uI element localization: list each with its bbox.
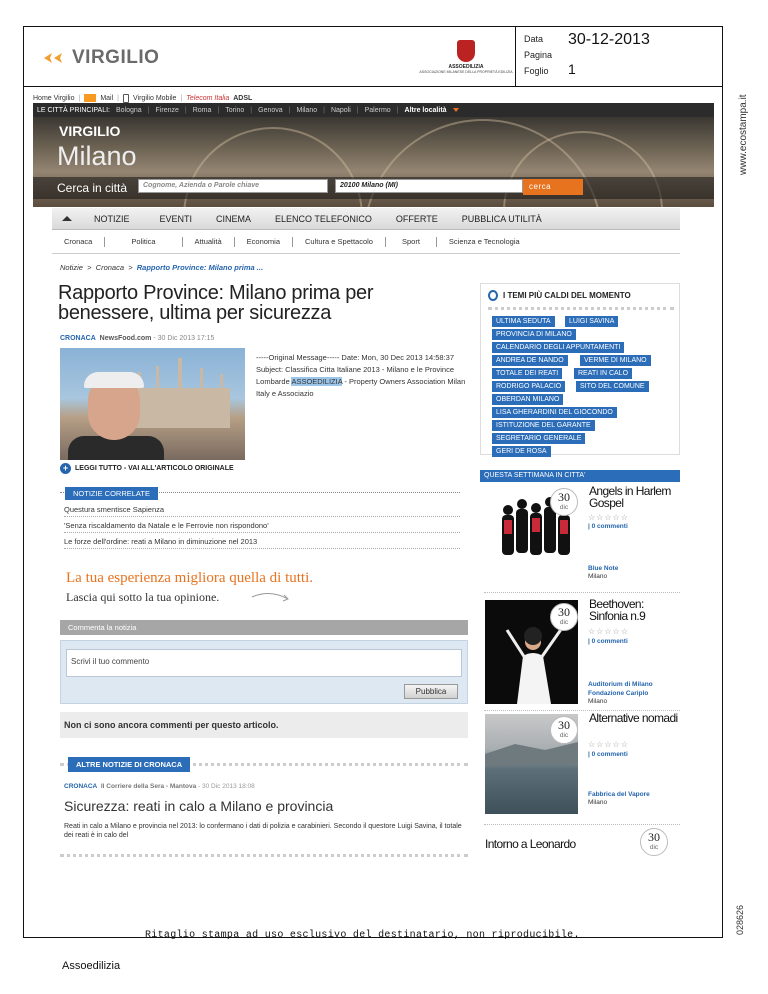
breadcrumb-cronaca[interactable]: Cronaca [95, 263, 125, 272]
nav-pubblica-utilita[interactable]: PUBBLICA UTILITÀ [461, 213, 542, 224]
article-title: Rapporto Province: Milano prima per benessere, ultima per sicurezza [58, 282, 374, 324]
hot-tag[interactable]: REATI IN CALO [574, 368, 632, 379]
assoedilizia-name: ASSOEDILIZIA [448, 64, 484, 70]
event-title[interactable]: Beethoven: Sinfonia n.9 [589, 597, 646, 623]
event-day: 30 [558, 718, 570, 732]
telecom-italia-link[interactable]: Telecom Italia [186, 94, 230, 102]
no-comments-message: Non ci sono ancora commenti per questo articolo. [60, 712, 468, 738]
subnav-sport[interactable]: Sport [386, 237, 437, 247]
foglio-label: Foglio [524, 66, 549, 76]
clipping-note: Ritaglio stampa ad uso esclusivo del destinatario, non riproducibile. [145, 930, 580, 941]
mail-link[interactable]: Mail [100, 94, 114, 102]
hot-tag[interactable]: GERI DE ROSA [492, 446, 551, 457]
city-bar: LE CITTÀ PRINCIPALI: Bologna | Firenze | Roma | Torino | Genova | Milano | Napoli | Palermo | Altre località [33, 103, 714, 117]
hot-tag[interactable]: ISTITUZIONE DEL GARANTE [492, 420, 595, 431]
more-news-source-name[interactable]: Il Corriere della Sera - Mantova [100, 783, 197, 790]
nav-offerte[interactable]: OFFERTE [395, 213, 438, 224]
hot-tag[interactable]: PROVINCIA DI MILANO [492, 329, 576, 340]
location-input[interactable]: 20100 Milano (MI) [335, 179, 523, 193]
home-virgilio-link[interactable]: Home Virgilio [33, 94, 75, 102]
event-month: dic [649, 844, 659, 851]
read-more-link[interactable] [60, 463, 234, 474]
subnav-politica[interactable]: Politica [105, 237, 182, 247]
event-day: 30 [558, 605, 570, 619]
altre-localita-dropdown[interactable]: Altre località [404, 106, 447, 114]
publish-button[interactable]: Pubblica [404, 684, 458, 699]
data-value: 30-12-2013 [568, 31, 650, 48]
breadcrumb [60, 263, 263, 272]
hot-topics-title [488, 290, 631, 301]
breadcrumb-current: Rapporto Province: Milano prima ... [136, 263, 264, 272]
hot-tag[interactable]: OBERDAN MILANO [492, 394, 563, 405]
more-news-title[interactable]: Sicurezza: reati in calo a Milano e provincia [64, 798, 334, 814]
event-venue[interactable]: Fabbrica del Vapore [588, 791, 650, 798]
plus-icon: + [60, 463, 71, 474]
separator: | [180, 94, 183, 102]
mail-icon [84, 94, 96, 102]
virgilio-logo-text: VIRGILIO [72, 47, 160, 68]
event-divider [484, 592, 680, 593]
hot-topics-divider [488, 307, 674, 310]
data-label: Data [524, 34, 544, 44]
event-day: 30 [648, 830, 660, 844]
read-more-label: LEGGI TUTTO - VAI ALL'ARTICOLO ORIGINALE [75, 465, 234, 472]
separator: | [78, 94, 81, 102]
city-link-bologna[interactable]: Bologna [116, 106, 142, 114]
more-news-end-divider [60, 854, 468, 857]
virgilio-mobile-link[interactable]: Virgilio Mobile [133, 94, 177, 102]
city-bar-label: LE CITTÀ PRINCIPALI: [37, 106, 110, 114]
related-news-tag: NOTIZIE CORRELATE [65, 487, 158, 500]
article-category[interactable]: CRONACA [60, 335, 96, 342]
nav-eventi[interactable]: EVENTI [159, 213, 193, 224]
subnav-cronaca[interactable]: Cronaca [52, 237, 105, 247]
event-city: Milano [588, 698, 608, 705]
duomo-facade [130, 388, 230, 428]
event-day: 30 [558, 490, 570, 504]
hot-topics-label: I TEMI PIÙ CALDI DEL MOMENTO [503, 291, 631, 300]
person-hair [84, 372, 144, 388]
flame-icon [488, 290, 498, 301]
event-city: Milano [588, 573, 608, 580]
meta-box-border [515, 26, 516, 86]
assoedilizia-seal-icon [457, 40, 475, 62]
foglio-value: 1 [568, 61, 576, 77]
city-link-torino[interactable]: Torino [225, 106, 245, 114]
event-date-badge [550, 488, 578, 516]
hot-tag[interactable]: SEGRETARIO GENERALE [492, 433, 585, 444]
city-link-roma[interactable]: Roma [192, 106, 212, 114]
comment-input[interactable]: Scrivi il tuo commento [66, 649, 462, 677]
city-link-genova[interactable]: Genova [258, 106, 283, 114]
article-source [60, 335, 214, 342]
promo-subline: Lascia qui sotto la tua opinione. [66, 590, 220, 604]
sub-nav [52, 234, 680, 250]
related-item[interactable]: 'Senza riscaldamento da Natale e le Ferrovie non rispondono' [64, 519, 460, 533]
subnav-cultura[interactable]: Cultura e Spettacolo [293, 237, 386, 247]
breadcrumb-notizie[interactable]: Notizie [60, 263, 83, 272]
rating-stars-icon[interactable]: ☆☆☆☆☆ [588, 513, 629, 522]
breadcrumb-separator: > [128, 263, 133, 272]
snippet-text: -----Original Message----- Date: Mon, 30 Dec 2013 14:58:37 Subject: Classifica Citta Italiane 2013 - Milano e le Province Lombarde [256, 353, 455, 386]
frame-header-separator [23, 86, 723, 87]
event-month: dic [559, 504, 569, 511]
hot-tag[interactable]: LISA GHERARDINI DEL GIOCONDO [492, 407, 617, 418]
article-source-name[interactable]: NewsFood.com [99, 335, 152, 342]
more-news-text: Reati in calo a Milano e provincia nel 2013: lo confermano i dati di polizia e carabinieri. Secondo il questore Luigi Savina, il totale dei reati è in calo del [64, 823, 462, 839]
breadcrumb-separator: > [87, 263, 92, 272]
event-comments-link[interactable]: | 0 commenti [588, 638, 628, 645]
adsl-link[interactable]: ADSL [233, 94, 253, 102]
event-date-badge [550, 603, 578, 631]
more-news-date: - 30 Dic 2013 18:08 [196, 783, 255, 790]
milano-banner [33, 117, 714, 207]
related-item[interactable]: Questura smentisce Sapienza [64, 503, 460, 517]
event-date-badge [550, 716, 578, 744]
event-date-badge [640, 828, 668, 856]
promo-headline: La tua esperienza migliora quella di tutti. [66, 570, 313, 586]
assoedilizia-logo [418, 40, 514, 84]
subnav-economia[interactable]: Economia [235, 237, 293, 247]
event-comments-link[interactable]: | 0 commenti [588, 751, 628, 758]
event-venue[interactable]: Blue Note [588, 565, 619, 572]
related-item[interactable]: Le forze dell'ordine: reati a Milano in diminuzione nel 2013 [64, 535, 460, 549]
home-icon[interactable] [52, 216, 82, 221]
event-title[interactable]: Angels in Harlem Gospel [589, 484, 671, 510]
more-news-category[interactable]: CRONACA [64, 783, 98, 790]
mobile-icon [123, 94, 129, 103]
separator: | [117, 94, 119, 102]
event-month: dic [559, 619, 569, 626]
assoedilizia-subtitle: ASSOCIAZIONE MILANESE DELLA PROPRIETÀ EDILIZIA [419, 70, 513, 74]
hot-tag[interactable]: TOTALE DEI REATI [492, 368, 562, 379]
subnav-divider [52, 253, 680, 254]
banner-virgilio-logo: VIRGILIO [59, 123, 121, 139]
event-month: dic [559, 732, 569, 739]
more-news-tag: ALTRE NOTIZIE DI CRONACA [68, 757, 190, 772]
more-news-source [64, 783, 255, 790]
article-photo [60, 348, 245, 460]
search-label: Cerca in città [57, 181, 128, 195]
event-city: Milano [588, 799, 608, 806]
article-date: - 30 Dic 2013 17:15 [151, 335, 215, 342]
nav-notizie[interactable]: NOTIZIE [94, 213, 130, 224]
banner-city-title: Milano [57, 141, 137, 171]
subnav-attualita[interactable]: Attualità [183, 237, 235, 247]
hot-tag[interactable]: ULTIMA SEDUTA [492, 316, 555, 327]
subnav-scienza[interactable]: Scienza e Tecnologia [448, 237, 520, 246]
article-snippet [256, 352, 468, 400]
event-title[interactable]: Alternative nomadi [589, 711, 678, 725]
comment-bar: Commenta la notizia [60, 620, 468, 635]
virgilio-wing-icon [42, 51, 66, 65]
event-venue[interactable]: Auditorium di Milano Fondazione Cariplo [588, 681, 653, 697]
main-nav [52, 208, 680, 230]
hot-tag[interactable]: ANDREA DE NANDO [492, 355, 568, 366]
event-comments-link[interactable]: | 0 commenti [588, 523, 628, 530]
city-link-milano[interactable]: Milano [296, 106, 318, 114]
ecostampa-code: 028626 [735, 904, 745, 935]
virgilio-logo [42, 46, 192, 70]
ecostampa-url: www.ecostampa.it [738, 94, 749, 175]
snippet-text: - Property Owners Association Milan Italy e Associazio [256, 377, 466, 398]
hot-tag[interactable]: VERME DI MILANO [580, 355, 651, 366]
search-input[interactable]: Cognome, Azienda o Parole chiave [138, 179, 328, 193]
event-title[interactable]: Intorno a Leonardo [485, 837, 576, 851]
search-button[interactable]: cerca [523, 179, 583, 195]
event-divider [484, 824, 680, 825]
chevron-down-icon [453, 108, 459, 112]
snippet-highlight: ASSOEDILIZIA [291, 377, 343, 386]
arrow-icon [250, 591, 292, 605]
hot-tag[interactable]: CALENDARIO DEGLI APPUNTAMENTI [492, 342, 624, 353]
pagina-label: Pagina [524, 50, 553, 60]
nav-elenco-telefonico[interactable]: ELENCO TELEFONICO [275, 213, 372, 224]
this-week-bar: QUESTA SETTIMANA IN CITTA' [480, 470, 680, 482]
nav-cinema[interactable]: CINEMA [216, 213, 252, 224]
hot-tag[interactable]: SITO DEL COMUNE [576, 381, 649, 392]
rating-stars-icon[interactable]: ☆☆☆☆☆ [588, 740, 629, 749]
city-link-napoli[interactable]: Napoli [330, 106, 351, 114]
rating-stars-icon[interactable]: ☆☆☆☆☆ [588, 627, 629, 636]
city-link-firenze[interactable]: Firenze [155, 106, 179, 114]
client-name: Assoedilizia [62, 960, 121, 972]
hot-tag[interactable]: RODRIGO PALACIO [492, 381, 565, 392]
hot-tag[interactable]: LUIGI SAVINA [565, 316, 618, 327]
city-link-palermo[interactable]: Palermo [364, 106, 391, 114]
